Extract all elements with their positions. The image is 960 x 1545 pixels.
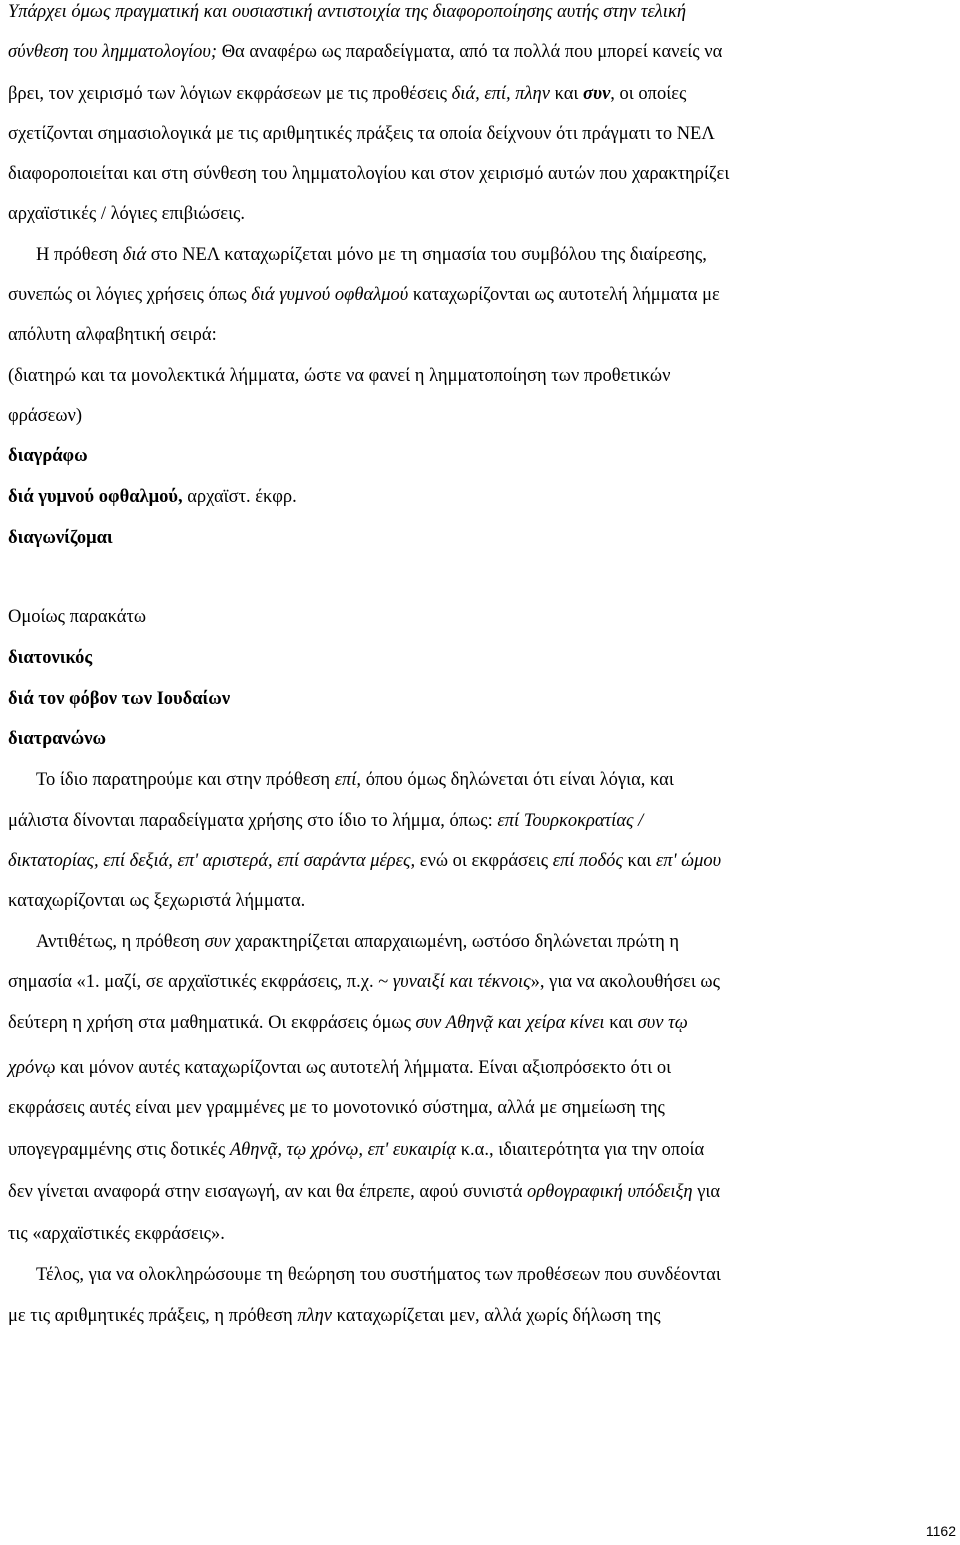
paragraph-line [36,930,679,954]
paragraph-line [8,889,305,913]
paragraph-line [8,404,82,428]
body-text: συνεπώς οι λόγιες χρήσεις όπως [8,285,252,305]
body-text: », για να ακολουθήσει ως [530,972,720,992]
bold-italic-text: συν [583,84,611,104]
body-text: Τέλος, για να ολοκληρώσουμε τη θεώρηση του συστήματος των προθέσεων που συνδέονται [36,1265,721,1285]
italic-text: διά [122,245,147,265]
body-text: , οι οποίες [610,84,687,104]
italic-text: Αθηνᾷ, τῳ χρόνῳ, επ' ευκαιρίᾳ [229,1140,457,1160]
italic-text: επί Τουρκοκρατίας / [497,811,644,831]
paragraph-line [8,849,721,873]
body-text: στο ΝΕΛ καταχωρίζεται μόνο με τη σημασία του συμβόλου της διαίρεσης, [146,245,707,265]
italic-text: συν Αθηνᾷ και χείρα κίνει [415,1013,605,1033]
italic-text: διά, επί, πλην [451,84,550,104]
paragraph-line [36,768,674,792]
dictionary-entry [8,485,297,509]
paragraph-line [8,1222,225,1246]
body-text: δεύτερη η χρήση στα μαθηματικά. Οι εκφράσεις όμως [8,1013,416,1033]
body-text: απόλυτη αλφαβητική σειρά: [8,325,217,345]
paragraph-line [8,1180,720,1204]
body-text: κ.α., ιδιαιτερότητα για την οποία [456,1140,705,1160]
italic-text: ορθογραφική υπόδειξη [527,1182,693,1202]
paragraph-line [8,1304,661,1328]
italic-text: πλην [297,1306,333,1326]
paragraph-line [8,323,217,347]
body-text: Θα αναφέρω ως παραδείγματα, από τα πολλά που μπορεί κανείς να [217,42,723,62]
body-text: και [622,851,657,871]
dictionary-entry: διατονικός [8,648,93,668]
section-note: Ομοίως παρακάτω [8,607,147,627]
dictionary-entry: διατρανώνω [8,729,106,749]
body-text: καταχωρίζονται ως ξεχωριστά λήμματα. [8,891,306,911]
entry-label: αρχαϊστ. έκφρ. [182,487,297,507]
paragraph-line [8,122,715,146]
body-text: και [604,1013,638,1033]
paragraph-line [8,82,686,106]
body-text: καταχωρίζεται μεν, αλλά χωρίς δήλωση της [332,1306,661,1326]
body-text: με τις αριθμητικές πράξεις, η πρόθεση [8,1306,298,1326]
italic-text: επί ποδός [552,851,623,871]
body-text: μάλιστα δίνονται παραδείγματα χρήσης στο ίδιο το λήμμα, όπως: [8,811,498,831]
paragraph-line [8,970,720,994]
paragraph-line [8,162,729,186]
body-text: χαρακτηρίζεται απαρχαιωμένη, ωστόσο δηλώνεται πρώτη η [230,932,680,952]
italic-text: συν [204,932,231,952]
dictionary-entry: διαγράφω [8,446,88,466]
italic-text: συν τῳ [637,1013,688,1033]
italic-text: δικτατορίας, επί δεξιά, επ' αριστερά, επί σαράντα μέρες, [8,851,416,871]
body-text: σημασία «1. μαζί, σε αρχαϊστικές εκφράσεις, π.χ. ~ [8,972,393,992]
body-text: δεν γίνεται αναφορά στην εισαγωγή, αν και θα έπρεπε, αφού συνιστά [8,1182,528,1202]
body-text: και μόνον αυτές καταχωρίζονται ως αυτοτελή λήμματα. Είναι αξιοπρόσεκτο ότι οι [55,1058,672,1078]
paragraph-line [8,1011,688,1035]
paragraph-line [8,40,722,64]
entry-headword: διά γυμνού οφθαλμού, [8,487,183,507]
body-text: σχετίζονται σημασιολογικά με τις αριθμητικές πράξεις τα οποία δείχνουν ότι πράγματι το ΝΕΛ [8,124,715,144]
italic-text: επ' ώμου [656,851,722,871]
body-text: ενώ οι εκφράσεις [415,851,553,871]
paragraph-line [8,0,686,24]
body-text: καταχωρίζονται ως αυτοτελή λήμματα με [408,285,720,305]
body-text: εκφράσεις αυτές είναι μεν γραμμένες με το μονοτονικό σύστημα, αλλά με σημείωση της [8,1098,665,1118]
paragraph-line [36,243,707,267]
italic-text: διά γυμνού οφθαλμού [251,285,409,305]
paragraph-line [8,364,670,388]
paragraph-line [36,1263,721,1287]
body-text: για [692,1182,721,1202]
body-text: βρει, τον χειρισμό των λόγιων εκφράσεων με τις προθέσεις [8,84,452,104]
paragraph-line [8,809,643,833]
paragraph-line [8,202,245,226]
page-number: 1162 [925,1523,956,1539]
body-text: (διατηρώ και τα μονολεκτικά λήμματα, ώστε να φανεί η λημματοποίηση των προθετικών [8,366,671,386]
paragraph-line [8,1096,665,1120]
dictionary-entry: διά τον φόβον των Ιουδαίων [8,689,231,709]
body-text: αρχαϊστικές / λόγιες επιβιώσεις. [8,204,246,224]
dictionary-entry: διαγωνίζομαι [8,528,113,548]
paragraph-line [8,283,720,307]
italic-text: γυναιξί και τέκνοις [392,972,531,992]
body-text: Αντιθέτως, η πρόθεση [36,932,205,952]
body-text: Η πρόθεση [36,245,123,265]
body-text: διαφοροποιείται και στη σύνθεση του λημματολογίου και στον χειρισμό αυτών που χαρακτηρίζει [8,164,730,184]
body-text: και [549,84,584,104]
paragraph-line [8,1056,671,1080]
italic-text: χρόνῳ [8,1058,56,1078]
paragraph-line [8,1138,704,1162]
italic-text: επί, [334,770,362,790]
italic-text: σύνθεση του λημματολογίου; [8,42,218,62]
body-text: όπου όμως δηλώνεται ότι είναι λόγια, και [361,770,674,790]
body-text: τις «αρχαϊστικές εκφράσεις». [8,1224,225,1244]
body-text: Το ίδιο παρατηρούμε και στην πρόθεση [36,770,335,790]
body-text: φράσεων) [8,406,83,426]
italic-text: Υπάρχει όμως πραγματική και ουσιαστική αντιστοιχία της διαφοροποίησης αυτής στην τελική [8,2,687,22]
body-text: υπογεγραμμένης στις δοτικές [8,1140,230,1160]
